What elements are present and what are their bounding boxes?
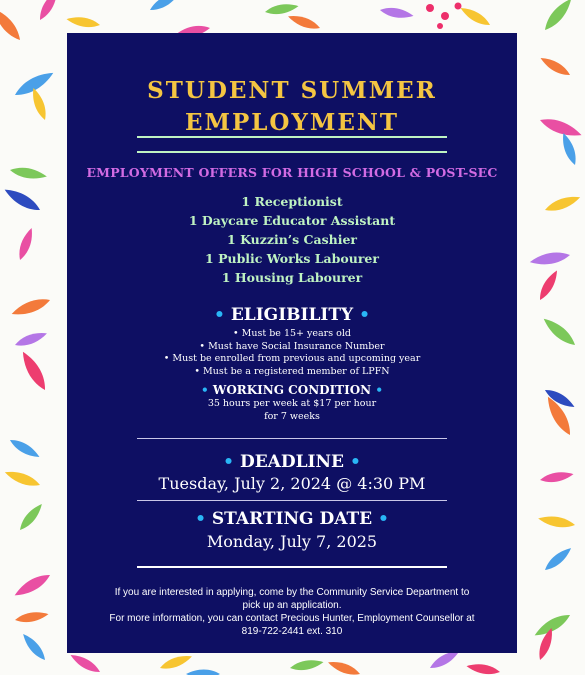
section-divider (137, 438, 447, 439)
footer-line: For more information, you can contact Precious Hunter, Employment Counsellor at (109, 613, 475, 624)
bullet-icon: • (163, 353, 170, 364)
bullet-icon: • (223, 452, 235, 472)
eligibility-heading (67, 305, 517, 325)
bullet-icon: • (195, 509, 206, 529)
working-condition-heading-text: WORKING CONDITION (212, 383, 372, 397)
poster-panel (67, 33, 517, 653)
eligibility-heading-text: ELIGIBILITY (230, 305, 354, 325)
eligibility-item: • Must be a registered member of LPFN (194, 365, 390, 377)
leaf-decoration-right (529, 0, 584, 662)
footer-text (77, 586, 507, 638)
eligibility-item: • Must be enrolled from previous and upcoming year (163, 353, 421, 364)
leaf-decoration-left (0, 0, 61, 663)
title-line-1: STUDENT SUMMER (147, 77, 437, 104)
positions-list (67, 192, 517, 287)
eligibility-item: • Must have Social Insurance Number (199, 340, 385, 352)
working-condition-text (67, 398, 517, 423)
section-divider (137, 500, 447, 501)
bullet-icon: • (200, 383, 209, 397)
starting-date-heading (67, 509, 517, 529)
position-item: 1 Housing Labourer (221, 270, 363, 285)
title-divider-bottom (137, 151, 447, 153)
bullet-icon: • (199, 340, 206, 352)
working-condition-line: 35 hours per week at $17 per hour (207, 398, 377, 409)
position-item: 1 Public Works Labourer (205, 251, 379, 266)
deadline-heading-text: DEADLINE (239, 452, 345, 472)
position-item: 1 Daycare Educator Assistant (188, 213, 396, 228)
eligibility-item: • Must be 15+ years old (233, 328, 351, 339)
footer-line: pick up an application. (242, 600, 342, 611)
title-divider-top (137, 136, 447, 138)
bullet-icon: • (214, 305, 225, 325)
bullet-icon: • (349, 452, 361, 472)
footer-line: If you are interested in applying, come by the Community Service Department to (114, 587, 470, 598)
footer-divider (137, 566, 447, 568)
bullet-icon: • (194, 365, 200, 377)
starting-date-heading-text: STARTING DATE (211, 509, 373, 529)
eligibility-list (67, 328, 517, 378)
position-item: 1 Kuzzin’s Cashier (227, 232, 357, 247)
position-item: 1 Receptionist (241, 194, 343, 209)
bullet-icon: • (378, 509, 389, 529)
bullet-icon: • (375, 383, 383, 397)
deadline-heading (67, 452, 517, 472)
bullet-icon: • (233, 328, 239, 339)
footer-line: 819-722-2441 ext. 310 (241, 626, 343, 637)
working-condition-line: for 7 weeks (264, 410, 320, 422)
offers-heading: EMPLOYMENT OFFERS FOR HIGH SCHOOL & POST-SEC (86, 165, 498, 180)
deadline-value: Tuesday, July 2, 2024 @ 4:30 PM (158, 474, 426, 493)
bullet-icon: • (359, 305, 370, 325)
working-condition-heading (67, 383, 517, 397)
title-line-2: EMPLOYMENT (184, 109, 400, 136)
starting-date-value: Monday, July 7, 2025 (206, 532, 378, 551)
